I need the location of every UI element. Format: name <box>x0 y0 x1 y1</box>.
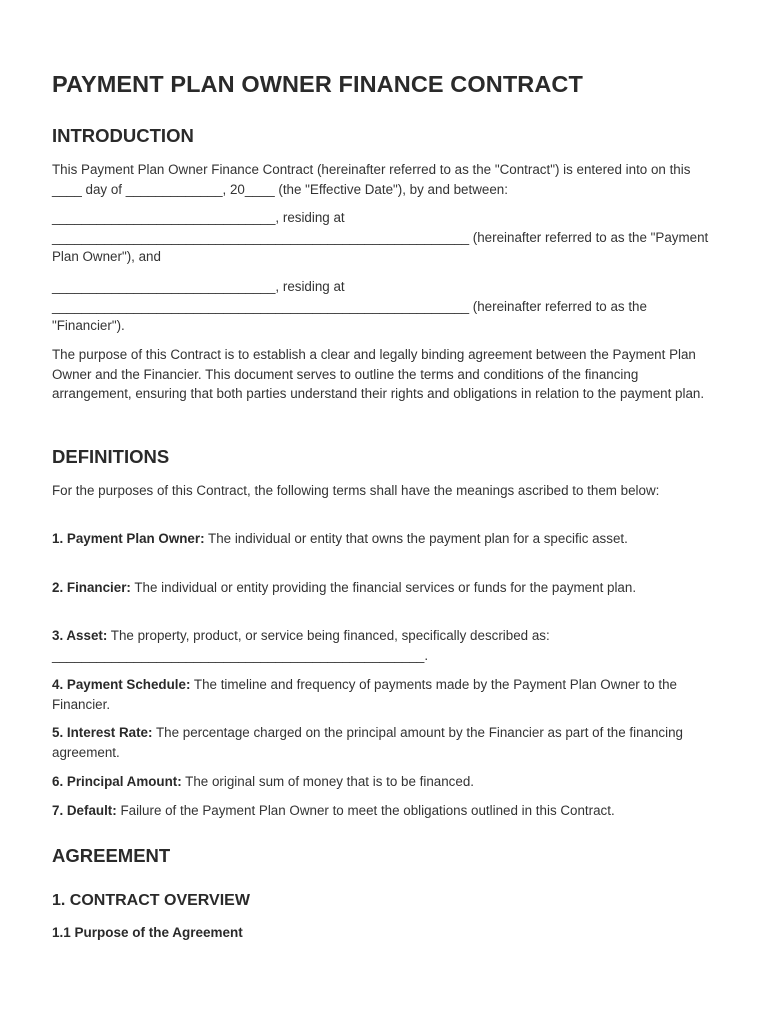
opening-paragraph: This Payment Plan Owner Finance Contract (hereinafter referred to as the "Contract") is entered into on this ____ day of _____________, 20____ (the "Effective Date"), by and between: <box>52 162 691 197</box>
definition-text: The individual or entity providing the financial services or funds for the payment plan. <box>130 580 637 595</box>
definition-text: The timeline and frequency of payments made by the Payment Plan Owner to the Financier. <box>52 677 677 712</box>
definition-item <box>52 772 720 792</box>
definition-term: 6. Principal Amount: <box>52 774 182 789</box>
definition-text: The original sum of money that is to be financed. <box>181 774 474 789</box>
definition-item <box>52 801 720 821</box>
definition-text: Failure of the Payment Plan Owner to meet the obligations outlined in this Contract. <box>116 803 615 818</box>
definition-term: 7. Default: <box>52 803 117 818</box>
party-1-paragraph: ______________________________, residing at ________________________________________________________ (hereinafter referred to as the "Payment Plan Owner"), and <box>52 210 709 265</box>
definition-item <box>52 529 720 549</box>
definitions-intro: For the purposes of this Contract, the following terms shall have the meanings ascribed to them below: <box>52 483 660 498</box>
definition-term: 3. Asset: <box>52 628 108 643</box>
section-1-heading: 1. CONTRACT OVERVIEW <box>52 892 250 909</box>
purpose-paragraph: The purpose of this Contract is to establish a clear and legally binding agreement between the Payment Plan Owner and the Financier. This document serves to outline the terms and conditions of the financing arrangement, ensuring that both parties understand their rights and obligations in relation to the payment plan. <box>52 347 705 402</box>
party-2-paragraph: ______________________________, residing at ________________________________________________________ (hereinafter referred to as the "Financier"). <box>52 279 647 334</box>
definition-term: 1. Payment Plan Owner: <box>52 531 205 546</box>
document-title: PAYMENT PLAN OWNER FINANCE CONTRACT <box>52 71 583 97</box>
definition-term: 2. Financier: <box>52 580 131 595</box>
definition-term: 5. Interest Rate: <box>52 725 153 740</box>
definition-item <box>52 578 720 598</box>
definition-item <box>52 626 720 665</box>
definitions-heading: DEFINITIONS <box>52 446 170 467</box>
definition-text: The individual or entity that owns the payment plan for a specific asset. <box>204 531 628 546</box>
definition-item <box>52 723 720 762</box>
agreement-heading: AGREEMENT <box>52 845 171 866</box>
definition-text: The percentage charged on the principal amount by the Financier as part of the financing agreement. <box>52 725 683 760</box>
subsection-1-1-heading: 1.1 Purpose of the Agreement <box>52 925 243 940</box>
definition-text: The property, product, or service being financed, specifically described as: __________________________________________________. <box>52 628 550 663</box>
introduction-heading: INTRODUCTION <box>52 125 194 146</box>
definition-item <box>52 675 720 714</box>
definition-term: 4. Payment Schedule: <box>52 677 191 692</box>
